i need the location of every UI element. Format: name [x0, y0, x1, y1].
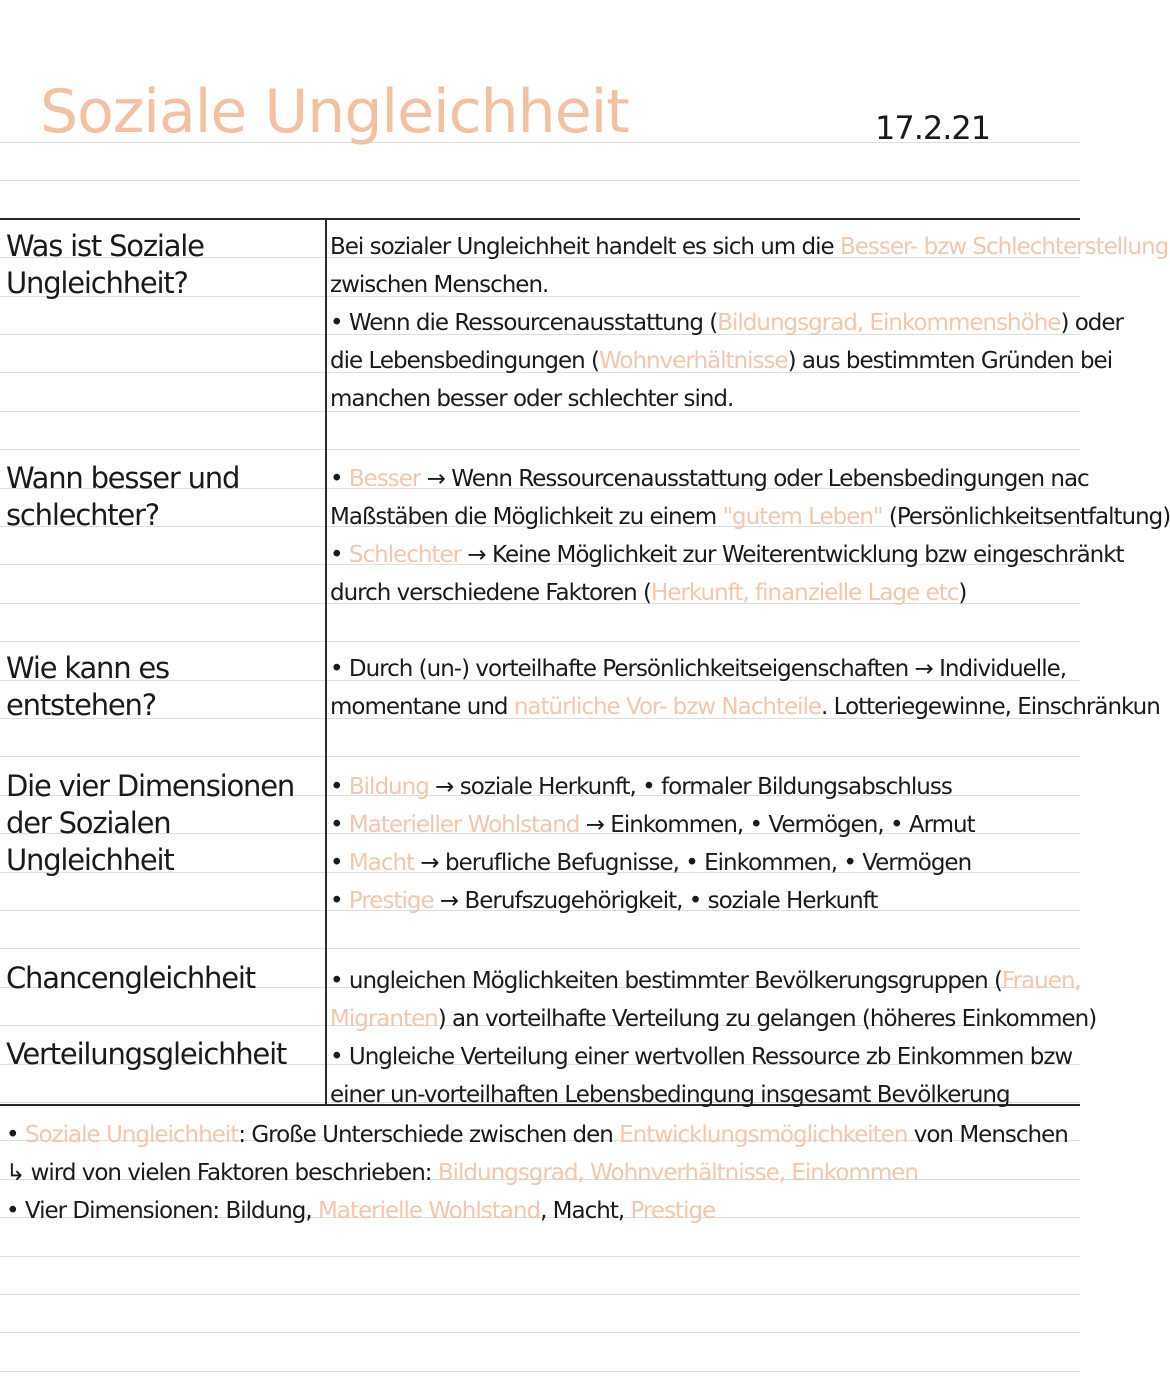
text-line	[330, 1000, 1097, 1038]
text-line	[330, 304, 1123, 342]
text-segment: → Einkommen, • Vermögen, • Armut	[579, 812, 975, 838]
text-line	[330, 806, 1080, 844]
text-segment: •	[330, 466, 349, 492]
term-chancengleichheit: Chancengleichheit	[6, 961, 255, 995]
text-segment: ) oder	[1060, 310, 1123, 336]
highlighted-term: Bildungsgrad, Wohnverhältnisse, Einkommen	[437, 1160, 918, 1186]
text-segment: durch verschiedene Faktoren (	[330, 580, 651, 606]
text-segment: → Keine Möglichkeit zur Weiterentwicklung bzw eingeschränkt	[461, 542, 1124, 568]
page-date: 17.2.21	[875, 109, 991, 147]
highlighted-term: Soziale Ungleichheit	[24, 1122, 239, 1148]
text-line	[330, 882, 1080, 920]
text-segment: momentane und	[330, 694, 514, 720]
highlighted-term: Schlechter	[348, 542, 462, 568]
highlighted-term: Bildung	[348, 774, 429, 800]
text-line	[330, 650, 1080, 688]
highlighted-term: Bildungsgrad, Einkommenshöhe	[717, 310, 1061, 336]
highlighted-term: Materieller Wohlstand	[348, 812, 580, 838]
question-four-dimensions: Die vier Dimensionen der Sozialen Ungleichheit	[6, 769, 295, 877]
answer-four-dimensions	[330, 768, 1080, 920]
ruled-line	[0, 1256, 1080, 1257]
answer-what-is	[330, 228, 1169, 418]
text-segment: • Ungleiche Verteilung einer wertvollen Ressource zb Einkommen bzw	[330, 1044, 1073, 1070]
summary-notes	[6, 1116, 1076, 1230]
text-line	[330, 688, 1160, 726]
answer-equality-terms	[330, 962, 1097, 1114]
text-segment: • Vier Dimensionen: Bildung,	[6, 1198, 318, 1224]
text-segment: → berufliche Befugnisse, • Einkommen, • Vermögen	[414, 850, 972, 876]
highlighted-term: Besser	[348, 466, 421, 492]
question-when-better-worse: Wann besser und schlechter?	[6, 461, 240, 532]
ruled-line	[0, 180, 1080, 181]
text-line	[330, 460, 1089, 498]
text-segment: die Lebensbedingungen (	[330, 348, 600, 374]
text-segment: • ungleichen Möglichkeiten bestimmter Bevölkerungsgruppen (	[330, 968, 1003, 994]
text-segment: •	[330, 850, 349, 876]
highlighted-term: natürliche Vor- bzw Nachteile	[513, 694, 822, 720]
text-segment: )	[958, 580, 967, 606]
text-line	[330, 1076, 1080, 1114]
ruled-line	[0, 1294, 1080, 1295]
text-line	[330, 380, 1080, 418]
highlighted-term: Frauen,	[1002, 968, 1081, 994]
text-segment: Bei sozialer Ungleichheit handelt es sich um die	[330, 234, 840, 260]
page-title: Soziale Ungleichheit	[40, 77, 629, 147]
text-segment: von Menschen	[907, 1122, 1068, 1148]
text-segment: Maßstäben die Möglichkeit zu einem	[330, 504, 723, 530]
text-line	[330, 1038, 1080, 1076]
question-how-arise: Wie kann es entstehen?	[6, 651, 169, 722]
table-column-divider	[325, 218, 327, 1106]
text-line	[330, 342, 1113, 380]
table-top-border	[0, 218, 1080, 220]
text-line	[330, 498, 1170, 536]
answer-how-arise	[330, 650, 1160, 726]
text-segment: •	[330, 774, 349, 800]
highlighted-term: Prestige	[630, 1198, 716, 1224]
text-segment: manchen besser oder schlechter sind.	[330, 386, 734, 412]
text-line	[6, 1192, 1076, 1230]
highlighted-term: Prestige	[348, 888, 434, 914]
highlighted-term: Besser- bzw Schlechterstellung	[839, 234, 1169, 260]
text-segment: : Große Unterschiede zwischen den	[238, 1122, 620, 1148]
ruled-line	[0, 1371, 1080, 1372]
text-line	[6, 1116, 1076, 1154]
highlighted-term: Wohnverhältnisse	[599, 348, 788, 374]
ruled-line	[0, 948, 1080, 949]
answer-when-better-worse	[330, 460, 1170, 612]
text-segment: •	[6, 1122, 25, 1148]
text-line	[330, 266, 1080, 304]
text-segment: einer un-vorteilhaften Lebensbedingung insgesamt Bevölkerung	[330, 1082, 1010, 1108]
text-segment: • Wenn die Ressourcenausstattung (	[330, 310, 718, 336]
highlighted-term: Materielle Wohlstand	[318, 1198, 541, 1224]
text-segment: , Macht,	[540, 1198, 631, 1224]
text-segment: (Persönlichkeitsentfaltung)	[882, 504, 1170, 530]
text-segment: → Berufszugehörigkeit, • soziale Herkunft	[433, 888, 878, 914]
text-line	[330, 844, 1080, 882]
text-segment: zwischen Menschen.	[330, 272, 549, 298]
text-segment: ) aus bestimmten Gründen bei	[787, 348, 1113, 374]
highlighted-term: "gutem Leben"	[722, 504, 883, 530]
text-segment: . Lotteriegewinne, Einschränkun	[821, 694, 1160, 720]
text-line	[330, 228, 1169, 266]
term-verteilungsgleichheit: Verteilungsgleichheit	[6, 1037, 287, 1071]
highlighted-term: Macht	[348, 850, 415, 876]
text-segment: •	[330, 542, 349, 568]
ruled-line	[0, 756, 1080, 757]
text-line	[330, 962, 1080, 1000]
text-line	[6, 1154, 1076, 1192]
highlighted-term: Entwicklungsmöglichkeiten	[619, 1122, 908, 1148]
ruled-line	[0, 449, 1080, 450]
highlighted-term: Herkunft, finanzielle Lage etc	[651, 580, 959, 606]
text-segment: → soziale Herkunft, • formaler Bildungsabschluss	[428, 774, 952, 800]
text-line	[330, 574, 1080, 612]
ruled-line	[0, 641, 1080, 642]
text-segment: •	[330, 812, 349, 838]
question-what-is: Was ist Soziale Ungleichheit?	[6, 229, 204, 300]
ruled-line	[0, 1332, 1080, 1333]
text-segment: • Durch (un-) vorteilhafte Persönlichkeitseigenschaften → Individuelle,	[330, 656, 1067, 682]
text-segment: ) an vorteilhafte Verteilung zu gelangen (höheres Einkommen)	[437, 1006, 1097, 1032]
text-line	[330, 536, 1124, 574]
text-segment: •	[330, 888, 349, 914]
text-line	[330, 768, 1080, 806]
text-segment: ↳ wird von vielen Faktoren beschrieben:	[6, 1160, 438, 1186]
highlighted-term: Migranten	[330, 1006, 438, 1032]
text-segment: → Wenn Ressourcenausstattung oder Lebensbedingungen nac	[420, 466, 1089, 492]
